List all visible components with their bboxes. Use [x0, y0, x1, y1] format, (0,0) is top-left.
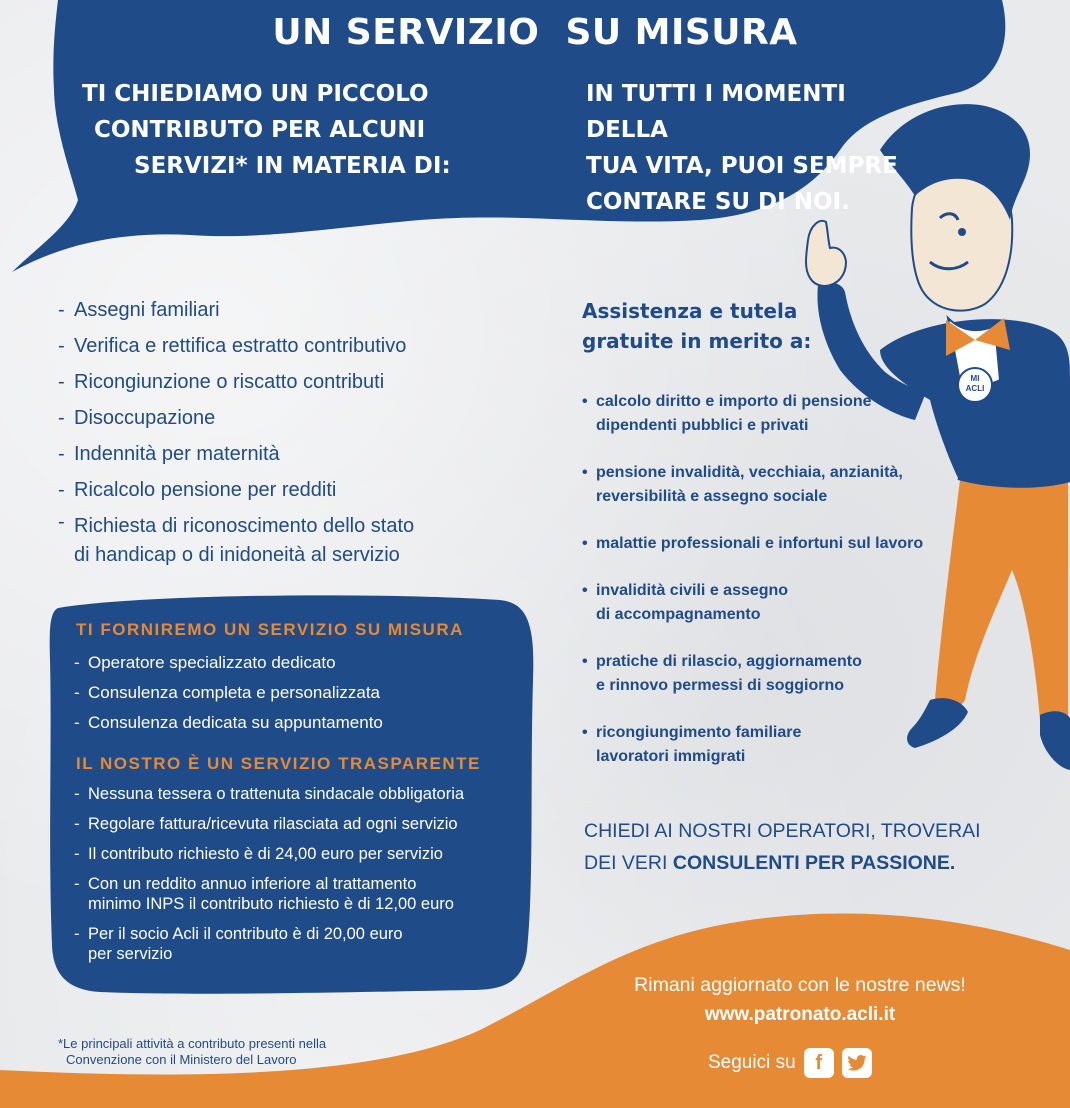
cta-line — [584, 847, 1054, 879]
footnote-line: Convenzione con il Ministero del Lavoro — [66, 1052, 297, 1067]
list-item-line: - Il contributo richiesto è di 24,00 euro per servizio — [88, 845, 443, 863]
list-item-line: dipendenti pubblici e privati — [596, 417, 809, 434]
list-item: - Disoccupazione — [58, 400, 528, 436]
list-item-line: • invalidità civili e assegno — [596, 582, 789, 599]
bubble-left-line: TI CHIEDIAMO UN PICCOLO — [82, 81, 429, 107]
title-line: gratuite in merito a: — [582, 329, 812, 353]
follow-label: Seguici su — [708, 1052, 796, 1073]
bubble-left-line: SERVIZI* IN MATERIA DI: — [134, 153, 451, 179]
list-item-line: - Richiesta di riconoscimento dello stato — [74, 515, 415, 537]
list-item-line: di handicap o di inidoneità al servizio — [74, 544, 400, 566]
bubble-left-line: CONTRIBUTO PER ALCUNI — [94, 117, 426, 143]
website-link[interactable]: www.patronato.acli.it — [704, 1004, 896, 1025]
list-item-line: - Regolare fattura/ricevuta rilasciata ad ogni servizio — [88, 815, 458, 833]
free-assistance-title — [582, 296, 811, 356]
list-item-line: reversibilità e assegno sociale — [596, 488, 828, 505]
list-item-line: e rinnovo permessi di soggiorno — [596, 677, 845, 694]
social-follow — [708, 1048, 872, 1078]
paid-services-list — [58, 292, 528, 570]
list-item-line: • ricongiungimento familiare — [596, 724, 802, 741]
badge-text: ACLI — [965, 384, 985, 393]
list-item: - Ricongiunzione o riscatto contributi — [58, 364, 528, 400]
list-item — [74, 844, 524, 864]
box-title-transparent-service: IL NOSTRO È UN SERVIZIO TRASPARENTE — [76, 754, 481, 773]
cta-prefix: DEI VERI — [584, 852, 673, 874]
list-item-line: per servizio — [88, 945, 173, 963]
list-item — [58, 508, 528, 570]
facebook-icon[interactable]: f — [804, 1048, 834, 1078]
free-assistance-list — [582, 390, 982, 792]
list-item — [74, 814, 524, 834]
list-item: - Consulenza completa e personalizzata — [74, 678, 494, 708]
twitter-bird-glyph — [847, 1055, 867, 1071]
page-title: UN SERVIZIO SU MISURA — [272, 12, 798, 53]
bubble-right-line: IN TUTTI I MOMENTI DELLA — [586, 81, 846, 143]
box-title-custom-service: TI FORNIREMO UN SERVIZIO SU MISURA — [76, 620, 464, 639]
custom-service-list — [74, 648, 494, 738]
list-item-line: - Nessuna tessera o trattenuta sindacale obbligatoria — [88, 785, 465, 803]
list-item-line: - Con un reddito annuo inferiore al trattamento — [88, 875, 417, 893]
cta-line: CHIEDI AI NOSTRI OPERATORI, TROVERAI — [584, 820, 981, 842]
call-to-action — [584, 815, 1054, 879]
list-item — [582, 461, 982, 509]
list-item-line: • calcolo diritto e importo di pensione — [596, 393, 872, 410]
list-item: - Indennità per maternità — [58, 436, 528, 472]
badge-top-text: MI — [970, 374, 980, 383]
list-item-line: • pensione invalidità, vecchiaia, anzianità, — [596, 464, 903, 481]
list-item: - Verifica e rettifica estratto contributivo — [58, 328, 528, 364]
title-line: Assistenza e tutela — [582, 299, 798, 323]
list-item: - Consulenza dedicata su appuntamento — [74, 708, 494, 738]
list-item — [74, 874, 524, 914]
list-item-line: - Per il socio Acli il contributo è di 20,00 euro — [88, 925, 403, 943]
footnote — [58, 1036, 418, 1068]
list-item — [74, 924, 524, 964]
list-item — [582, 650, 982, 698]
twitter-icon[interactable] — [842, 1048, 872, 1078]
list-item-line: • pratiche di rilascio, aggiornamento — [596, 653, 862, 670]
list-item: - Operatore specializzato dedicato — [74, 648, 494, 678]
cta-highlight: CONSULENTI PER PASSIONE. — [672, 852, 956, 874]
list-item-line: minimo INPS il contributo richiesto è di 12,00 euro — [88, 895, 454, 913]
bubble-left-text — [70, 76, 490, 184]
list-item — [582, 721, 982, 769]
list-item — [582, 579, 982, 627]
list-item — [582, 532, 982, 556]
footnote-line: *Le principali attività a contributo presenti nella — [58, 1036, 327, 1051]
list-item-line: di accompagnamento — [596, 606, 761, 623]
bubble-right-line: CONTARE SU DI NOI. — [586, 189, 850, 215]
list-item-line: • malattie professionali e infortuni sul lavoro — [596, 535, 924, 552]
list-item — [74, 784, 524, 804]
list-item-line: lavoratori immigrati — [596, 748, 746, 765]
news-text: Rimani aggiornato con le nostre news! — [634, 974, 966, 996]
list-item: - Ricalcolo pensione per redditi — [58, 472, 528, 508]
bubble-right-text — [586, 76, 926, 220]
list-item — [582, 390, 982, 438]
bubble-right-line: TUA VITA, PUOI SEMPRE — [586, 153, 898, 179]
transparent-service-list — [74, 784, 524, 974]
list-item: - Assegni familiari — [58, 292, 528, 328]
